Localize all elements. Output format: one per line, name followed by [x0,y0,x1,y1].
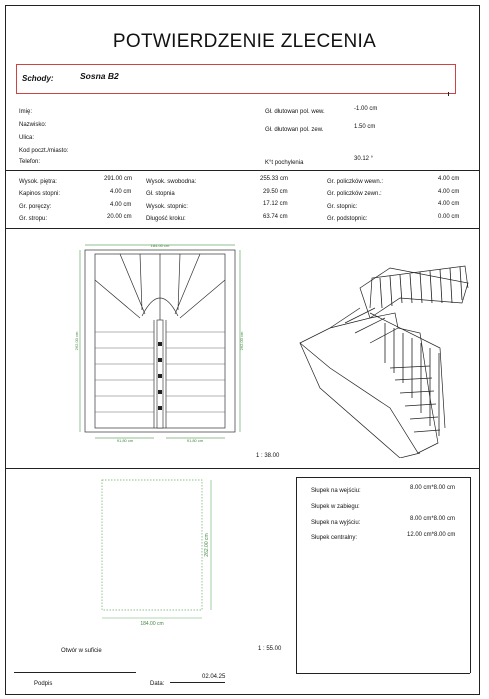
param-label: Wysok. swobodna: [146,179,197,185]
param-label: Gr. poręczy: [19,204,52,210]
param-value: 291.00 cm [104,176,133,182]
opening-height-dim: 262.00 cm [204,533,210,557]
param-label: Gr. policzków zewn.: [327,191,382,197]
plan-dim-right: 91.80 cm [186,438,204,443]
date-line [170,682,225,683]
plan-height-dim-right: 262.00 cm [239,331,244,351]
param-value: 4.00 cm [438,176,460,182]
field-city: Kod poczt./miasto: [19,148,69,154]
cut-outer-label: Gł. dłutowan pol. zew. [265,127,324,133]
product-box [16,64,456,94]
date-label: Data: [150,681,165,687]
param-value: 4.00 cm [438,189,460,195]
divider [296,673,470,674]
param-label: Wysok. piętra: [19,179,57,185]
field-surname: Nazwisko: [19,122,47,128]
field-street: Ulica: [19,135,35,141]
param-value: 29.50 cm [263,189,288,195]
signature-line [14,672,136,673]
post-exit-label: Słupek na wyjściu: [311,520,361,526]
angle-label: K°t pochylenia [265,160,304,166]
angle-value: 30.12 ° [354,156,374,162]
param-value: 17.12 cm [263,201,288,207]
stair-plan-drawing [70,240,250,445]
plan-height-dim: 262.00 cm [74,331,79,351]
param-label: Wysok. stopnic: [146,204,188,210]
post-exit-value: 8.00 cm*8.00 cm [410,516,456,522]
param-value: 63.74 cm [263,214,288,220]
param-label: Gr. podstopnic: [327,216,368,222]
cut-inner-value: -1.00 cm [354,106,378,112]
opening-scale: 1 : 55.00 [258,646,282,652]
cut-outer-value: 1.50 cm [354,124,376,130]
divider [296,477,470,478]
divider [470,477,471,673]
param-label: Gr. stropu: [19,216,48,222]
opening-label: Otwór w suficie [61,648,102,654]
divider [448,92,449,96]
param-value: 20.00 cm [107,214,132,220]
field-phone: Telefon: [19,159,41,165]
field-name: Imię: [19,109,33,115]
plan-width-dim: 184.00 cm [150,243,170,248]
param-value: 4.00 cm [110,202,132,208]
plan-dim-left: 91.80 cm [116,438,134,443]
post-center-value: 12.00 cm*8.00 cm [407,532,456,538]
opening-width-dim: 184.00 cm [140,621,164,627]
stair-3d-view [290,248,475,458]
param-value: 4.00 cm [110,189,132,195]
param-label: Gr. stopnic: [327,204,358,210]
param-label: Gł. stopnia [146,191,175,197]
plan-scale: 1 : 38.00 [256,453,280,459]
page-title: POTWIERDZENIE ZLECENIA [112,31,377,52]
param-label: Długość kroku: [146,216,186,222]
product-value: Sosna B2 [80,71,119,81]
param-value: 0.00 cm [438,214,460,220]
divider [6,468,479,469]
divider [6,228,479,229]
param-value: 4.00 cm [438,201,460,207]
post-entry-value: 8.00 cm*8.00 cm [410,485,456,491]
product-label: Schody: [22,74,54,83]
signature-label: Podpis [34,681,53,687]
cut-inner-label: Gł. dłutowan pol. wew. [265,109,325,115]
date-value: 02.04.25 [202,674,226,680]
param-label: Gr. policzków wewn.: [327,179,384,185]
post-entry-label: Słupek na wejściu: [311,488,361,494]
post-center-label: Słupek centralny: [311,535,358,541]
divider [296,477,297,673]
post-turn-label: Słupek w zabiegu: [311,504,360,510]
param-value: 255.33 cm [260,176,289,182]
param-label: Kapinos stopni: [19,191,61,197]
divider [6,170,479,171]
ceiling-opening-drawing [95,472,225,632]
